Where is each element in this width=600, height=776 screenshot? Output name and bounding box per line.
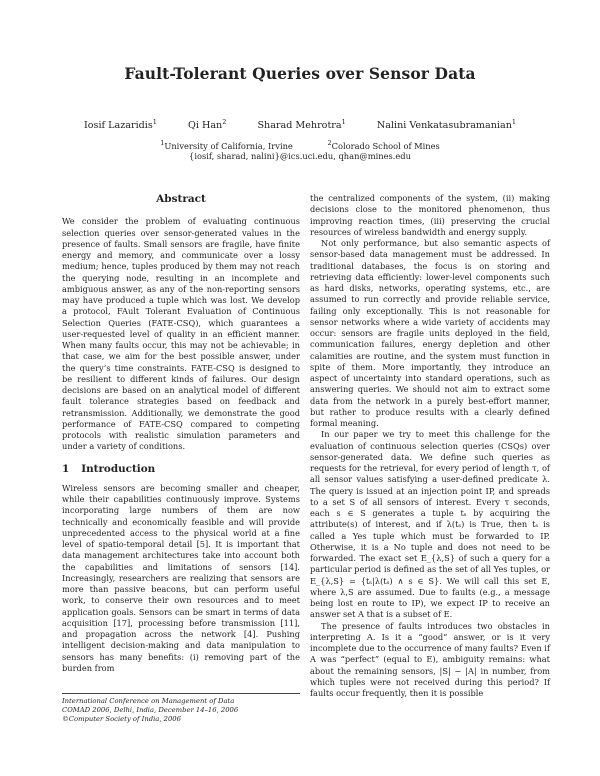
author: Iosif Lazaridis$^1$ xyxy=(83,118,157,132)
body-paragraph: In our paper we try to meet this challenge for the evaluation of continuous selection queries (CSQs) over sensor-generated data. We define such queries as requests for the retrieval, for every period of length τ, of all sensor values satisfying a user-defined predicate λ. The query is issued at an injection point IP, and spreads to a set S of all sensors of interest. Every τ seconds, each s ∈ S generates a tuple tₛ by acquiring the attribute(s) of interest, and if λ(tₛ) is True, then tₛ is called a Yes tuple which must be forwarded to IP. Otherwise, it is a No tuple and does not need to be forwarded. The exact set E_{λ,S} of such a query for a particular period is defined as the set of all Yes tuples, or E_{λ,S} = {tₛ|λ(tₛ) ∧ s ∈ S}. We will call this set E, where λ,S are assumed. Due to faults (e.g., a message being lost en route to IP), we expect IP to receive an answer set A that is a subset of E. xyxy=(310,429,550,620)
author: Qi Han$^2$ xyxy=(187,118,227,132)
affiliation: $^2$Colorado School of Mines xyxy=(327,139,440,151)
body-paragraph: The presence of faults introduces two obstacles in interpreting A. Is it a “good” answer, or is it very incomplete due to the occurrence of many faults? Even if A was “perfect” (equal to E), ambiguity remains: what about the remaining sensors, |S| − |A| in number, from which tuples were not received during this period? If faults occur frequently, then it is possible xyxy=(310,620,550,698)
footnote-line: International Conference on Management of Data xyxy=(62,697,235,705)
body-paragraph: the centralized components of the system, (ii) making decisions close to the monitored phenomenon, thus improving reaction times, (iii) preserving the crucial resources of wireless bandwidth and energy supply. xyxy=(310,193,550,237)
author-emails: {iosif, sharad, nalini}@ics.uci.edu, qhan@mines.edu xyxy=(189,151,411,161)
left-column xyxy=(62,194,300,674)
abstract-heading: Abstract xyxy=(156,193,206,205)
intro-paragraph: Wireless sensors are becoming smaller and cheaper, while their capabilities continuously improve. Systems incorporating large numbers of them are now technically and economically feasible and will provide unprecedented access to the physical world at a fine level of spatio-temporal detail [5]. It is important that data management architectures take into account both the capabilities and limitations of sensors [14]. Increasingly, researchers are realizing that sensors are more than passive beacons, but can perform useful work, to conserve their own resources and to meet application goals. Sensors can be smart in terms of data acquisition [17], processing before transmission [11], and propagation across the network [4]. Pushing intelligent decision-making and data manipulation to sensors has many benefits: (i) removing part of the burden from xyxy=(62,482,300,673)
body-paragraph: Not only performance, but also semantic aspects of sensor-based data management must be addressed. In traditional databases, the focus is on storing and retrieving data efficiently: lower-level components such as hard disks, networks, operating systems, etc., are assumed to run correctly and provide reliable service, failing only exceptionally. This is not reasonable for sensor networks where a wide variety of accidents may occur: sensors are fragile units deployed in the field, communication failures, energy depletion and other calamities are routine, and the system must function in spite of them. More importantly, they introduce an aspect of uncertainty into standard operations, such as answering queries. We should not aim to extract some data from the network in a purely best-effort manner, but rather to produce results with a clearly defined formal meaning. xyxy=(310,238,550,428)
affiliation: $^1$University of California, Irvine xyxy=(160,139,293,151)
author-list xyxy=(0,118,600,131)
footnote-line: ©Computer Society of India, 2006 xyxy=(62,714,181,723)
conference-footnote xyxy=(62,693,300,723)
abstract-text: We consider the problem of evaluating continuous selection queries over sensor-generated values in the presence of faults. Small sensors are fragile, have finite energy and memory, and communicate over a lossy medium; hence, tuples produced by them may not reach the querying node, resulting in an incomplete and ambiguous answer, as any of the non-reporting sensors may have produced a tuple which was lost. We develop a protocol, FAult Tolerant Evaluation of Continuous Selection Queries (FATE-CSQ), which guarantees a user-requested level of quality in an efficient manner. When many faults occur, this may not be achievable; in that case, we aim for the best possible answer, under the query’s time constraints. FATE-CSQ is designed to be resilient to different kinds of failures. Our design decisions are based on an analytical model of different fault tolerance strategies based on feedback and retransmission. Additionally, we demonstrate the good performance of FATE-CSQ compared to competing protocols with realistic simulation parameters and under a variety of conditions. xyxy=(62,216,300,452)
author: Nalini Venkatasubramanian$^1$ xyxy=(376,118,517,132)
author: Sharad Mehrotra$^1$ xyxy=(257,118,346,132)
paper-title: Fault-Tolerant Queries over Sensor Data xyxy=(124,64,476,83)
footnote-line: COMAD 2006, Delhi, India, December 14–16, 2006 xyxy=(62,705,239,714)
affiliations xyxy=(0,139,600,151)
right-column xyxy=(310,193,550,699)
section-heading-introduction: 1 Introduction xyxy=(62,462,156,475)
